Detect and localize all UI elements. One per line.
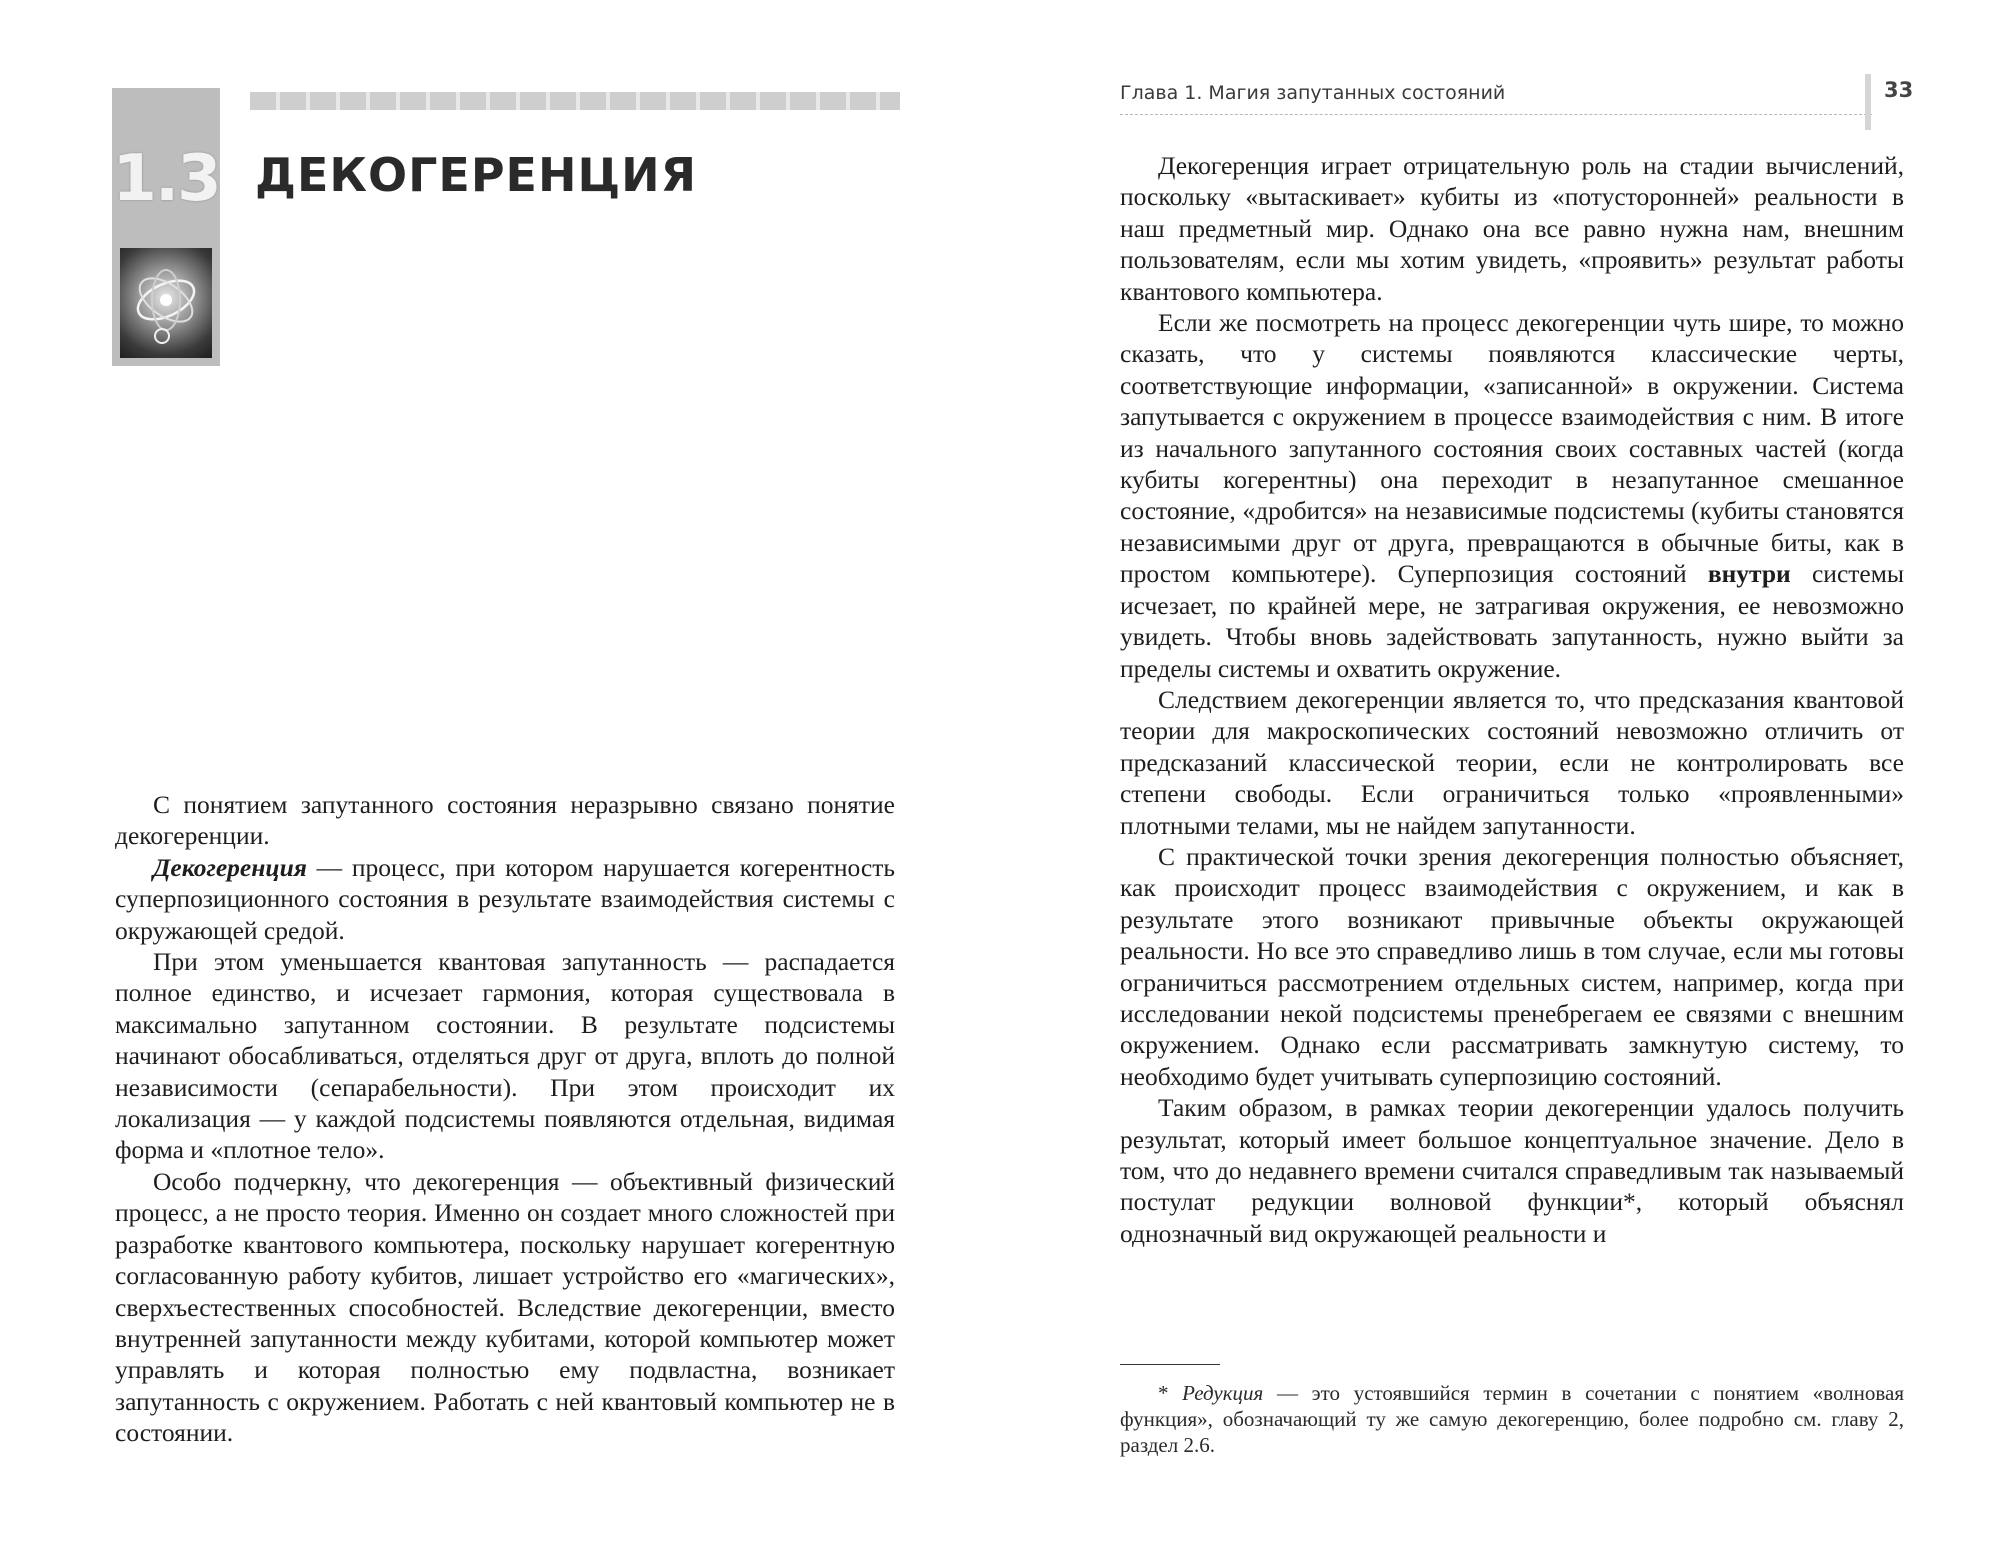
paragraph: С практической точки зрения декогеренция полностью объясняет, как происходит процесс взаимодействия с окружением, и как в результате этого возникают привычные объекты окружающей реальности. Но все это справедливо лишь в том случае, если мы готовы ограничиться рассмотрением отдельных систем, например, когда при исследовании некой подсистемы пренебрегаем ее связями с внешним окружением. Однако если рассматривать замкнутую систему, то необходимо будет учитывать суперпозицию состояний.	[1120, 841, 1904, 1091]
page-number: 33	[1884, 78, 1914, 102]
header-divider	[1865, 74, 1871, 130]
section-title: ДЕКОГЕРЕНЦИЯ	[255, 148, 698, 202]
paragraph: Таким образом, в рамках теории декогеренции удалось получить результат, который имеет большое концептуальное значение. Дело в том, что до недавнего времени считался справедливым так называемый постулат редукции волновой функции*, который объяснял однозначный вид окружающей реальности и	[1120, 1093, 1904, 1248]
paragraph	[1120, 307, 1904, 684]
paragraph-text: Если же посмотреть на процесс декогеренции чуть шире, то можно сказать, что у системы появляются классические черты, соответствующие информации, «записанной» в окружении. Система запутывается с окружением в процессе взаимодействия с ним. В итоге из начального запутанного состояния своих составных частей (когда кубиты когерентны) она переходит в незапутанное смешанное состояние, «дробится» на независимые подсистемы (кубиты становятся независимыми друг от друга, превращаются в обычные биты, как в простом компьютере). Суперпозиция состояний	[1120, 308, 1904, 589]
atom-emblem-icon	[120, 248, 212, 358]
paragraph: Следствием декогеренции является то, что предсказания квантовой теории для макроскопических состояний невозможно отличить от предсказаний классической теории, если не контролировать все степени свободы. Если ограничиться только «проявленными» плотными телами, мы не найдем запутанности.	[1120, 684, 1904, 840]
right-page	[1000, 0, 2000, 1563]
footnote-term: Редукция	[1182, 1381, 1264, 1405]
paragraph: При этом уменьшается квантовая запутанность — распадается полное единство, и исчезает гармония, которая существовала в максимально запутанном состоянии. В результате подсистемы начинают обосабливаться, отделяться друг от друга, вплоть до полной независимости (сепарабельности). При этом происходит их локализация — у каждой подсистемы появляются отдельная, видимая форма и «плотное тело».	[115, 947, 895, 1165]
footnote-text: — это устоявшийся термин в сочетании с понятием «волновая функция», обозначающий ту же самую декогеренцию, более подробно см. главу 2, раздел 2.6.	[1120, 1381, 1904, 1457]
paragraph: Особо подчеркну, что декогеренция — объективный физический процесс, а не просто теория. Именно он создает много сложностей при разработке квантового компьютера, поскольку нарушает когерентную согласованную работу кубитов, лишает устройство его «магических», сверхъестественных способностей. Вследствие декогеренции, вместо внутренней запутанности между кубитами, которой компьютер может управлять и которая полностью ему подвластна, возникает запутанность с окружением. Работать с ней квантовый компьютер не в состоянии.	[115, 1166, 895, 1448]
emphasis-text: внутри	[1707, 559, 1791, 589]
paragraph-text: системы исчезает, по крайней мере, не затрагивая окружения, ее невозможно увидеть. Чтобы вновь задействовать запутанность, нужно выйти за пределы системы и охватить окружение.	[1120, 559, 1905, 683]
footnote-marker: *	[1158, 1381, 1183, 1405]
paragraph: Декогеренция играет отрицательную роль на стадии вычислений, поскольку «вытаскивает» кубиты из «потусторонней» реальности в наш предметный мир. Однако она все равно нужна нам, внешним пользователям, если мы хотим увидеть, «проявить» результат работы квантового компьютера.	[1120, 151, 1904, 306]
running-header: Глава 1. Магия запутанных состояний	[1120, 82, 1506, 104]
left-body-text	[115, 789, 895, 1449]
right-body-text	[1120, 150, 1904, 1249]
paragraph: С понятием запутанного состояния неразрывно связано понятие декогеренции.	[115, 790, 895, 851]
paragraph-definition	[115, 852, 895, 946]
section-number: 1.3	[112, 142, 220, 216]
decorative-header-band	[250, 92, 900, 110]
footnote-rule	[1120, 1364, 1220, 1365]
section-badge	[112, 88, 220, 366]
footnote	[1120, 1380, 1904, 1458]
header-rule	[1120, 114, 1872, 115]
definition-text: — процесс, при котором нарушается когерентность суперпозиционного состояния в результате взаимодействия системы с окружающей средой.	[115, 852, 895, 945]
defined-term: Декогеренция	[153, 852, 307, 882]
